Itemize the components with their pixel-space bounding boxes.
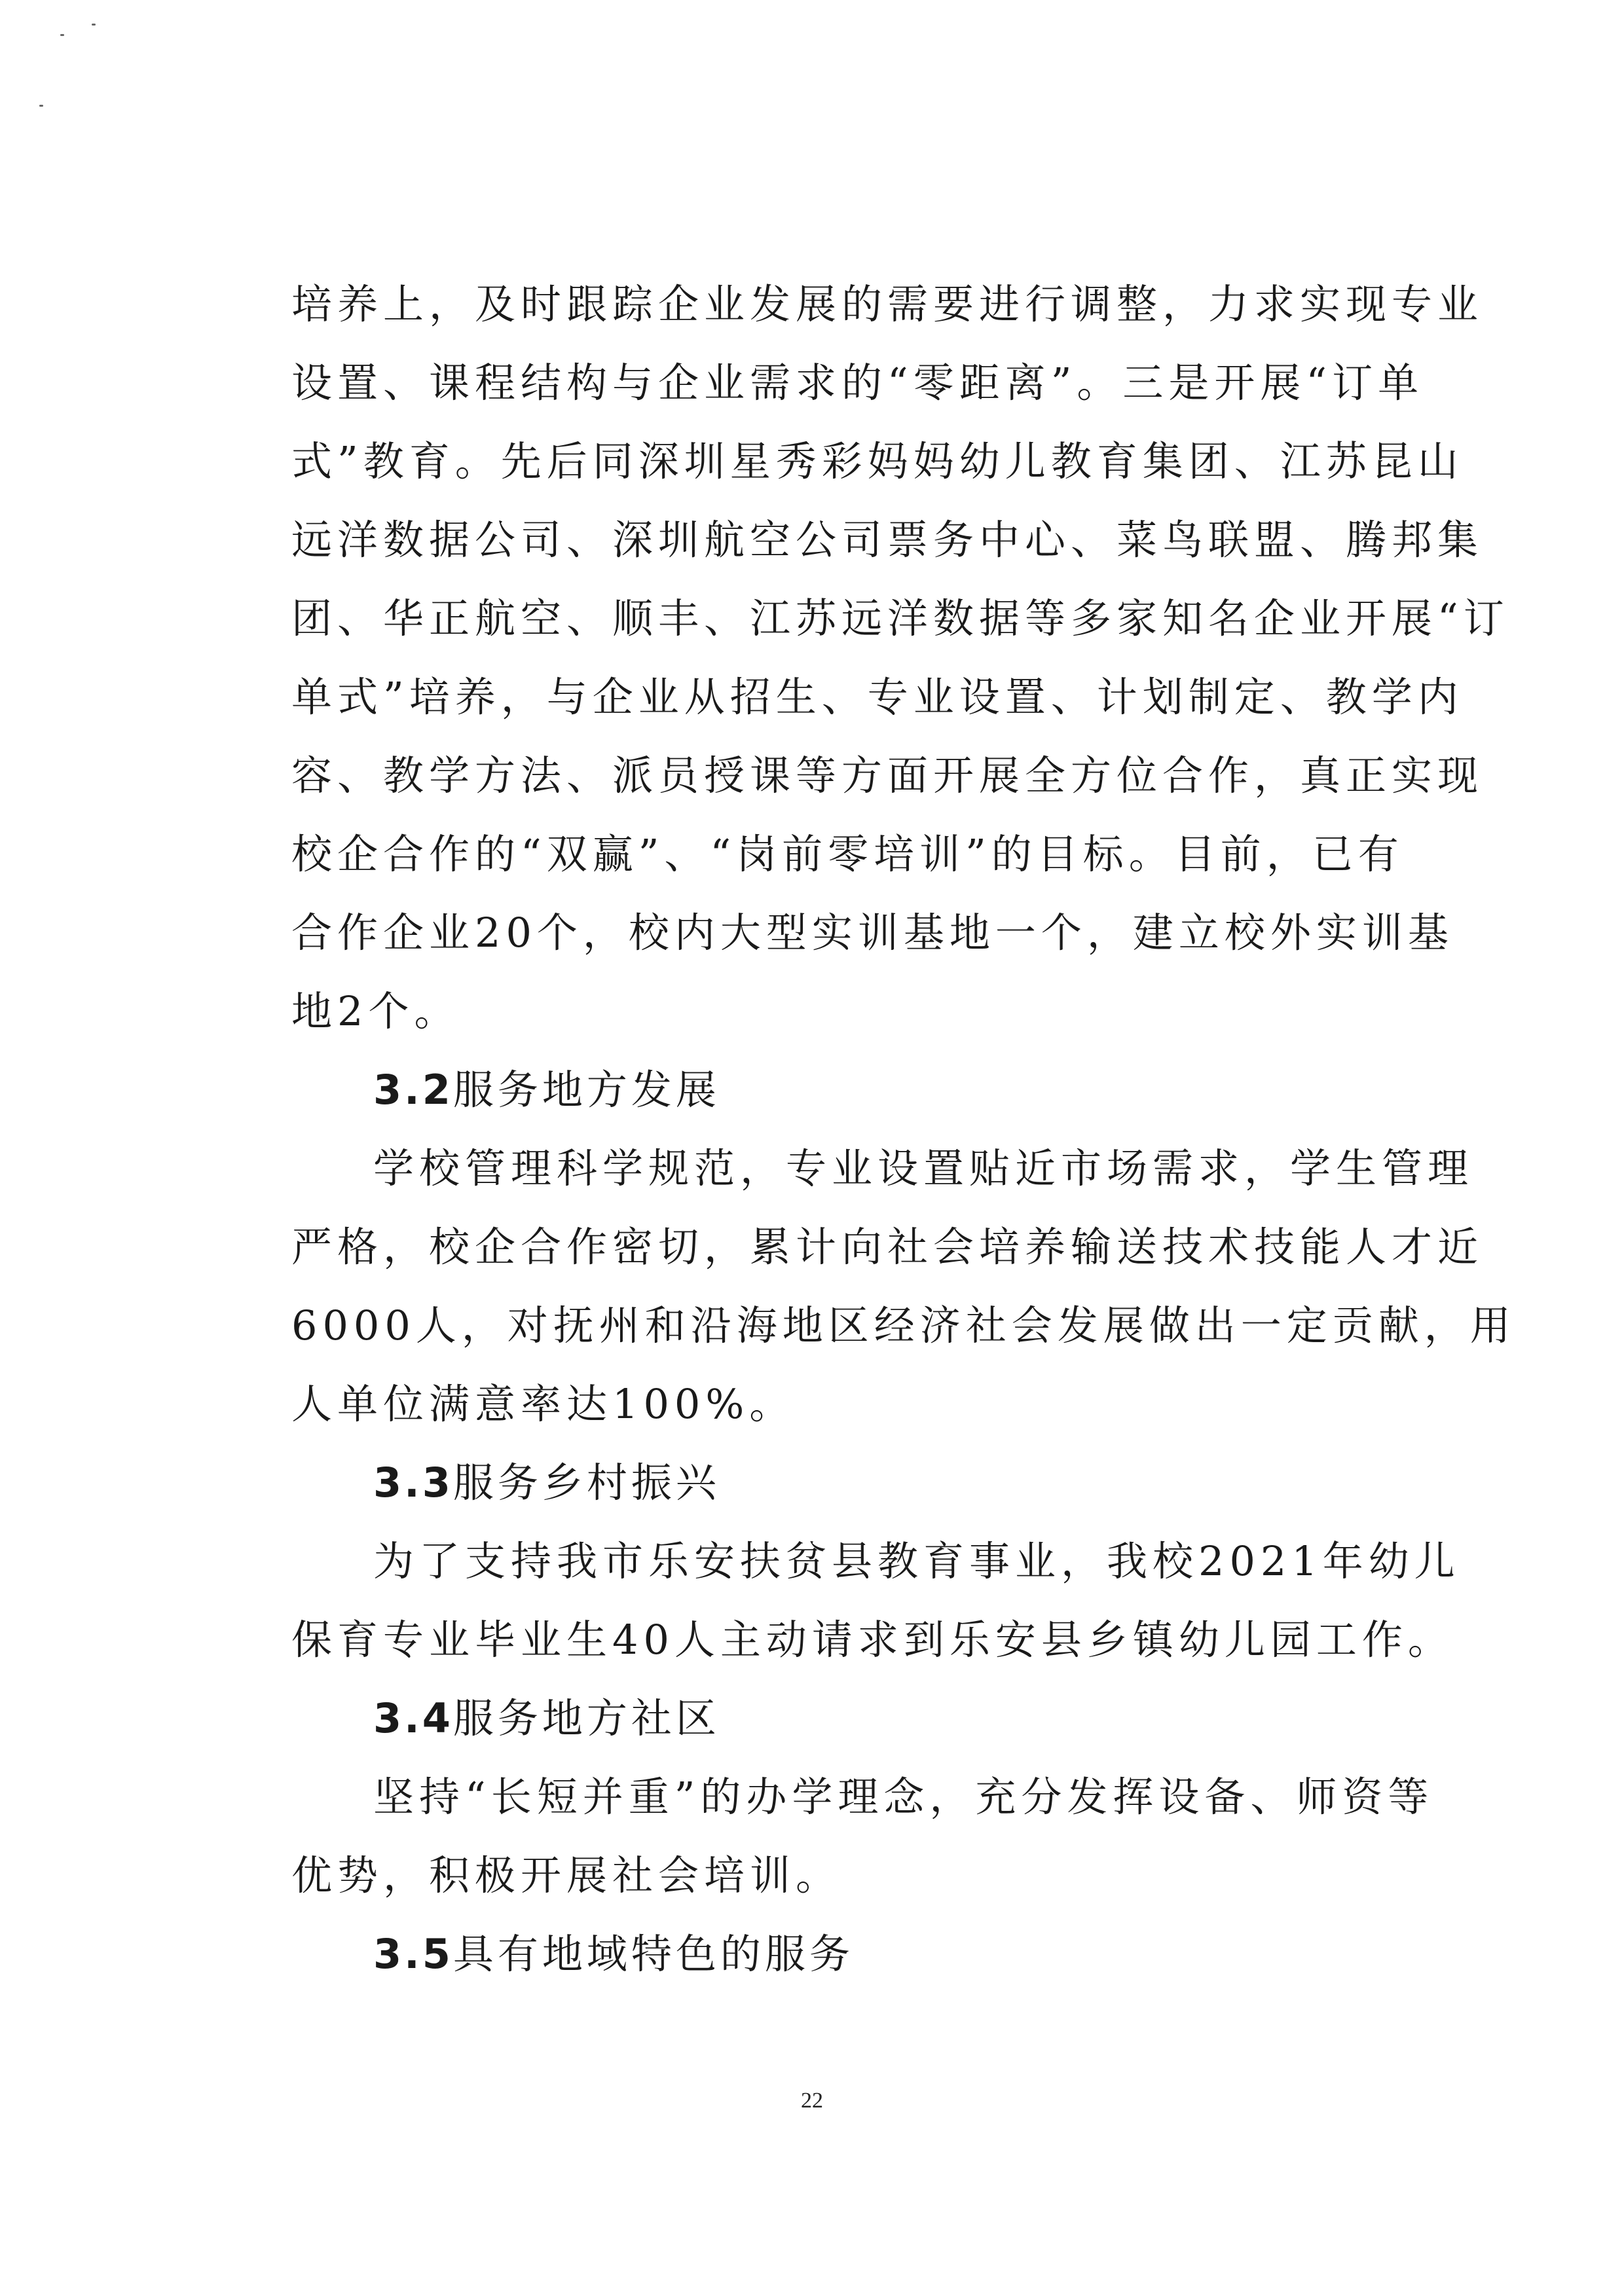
section-heading-3-3 <box>373 1457 720 1509</box>
paragraph-line: 设置、课程结构与企业需求的“零距离”。三是开展“订单 <box>291 359 1424 407</box>
section-number: 3.4 <box>373 1694 453 1742</box>
paragraph-line: 坚持“长短并重”的办学理念，充分发挥设备、师资等 <box>373 1773 1434 1821</box>
section-title: 服务地方社区 <box>452 1694 720 1742</box>
scan-speck <box>39 105 43 107</box>
paragraph-line: 保育专业毕业生40人主动请求到乐安县乡镇幼儿园工作。 <box>291 1616 1454 1664</box>
section-heading-3-2 <box>373 1064 720 1116</box>
paragraph-line: 学校管理科学规范，专业设置贴近市场需求，学生管理 <box>373 1144 1474 1192</box>
paragraph-line: 优势，积极开展社会培训。 <box>291 1851 842 1899</box>
section-title: 服务地方发展 <box>452 1066 720 1114</box>
paragraph-line: 式”教育。先后同深圳星秀彩妈妈幼儿教育集团、江苏昆山 <box>291 437 1464 485</box>
section-number: 3.2 <box>373 1066 453 1114</box>
paragraph-line: 为了支持我市乐安扶贫县教育事业，我校2021年幼儿 <box>373 1537 1460 1585</box>
section-number: 3.3 <box>373 1459 453 1506</box>
section-title: 服务乡村振兴 <box>452 1459 720 1506</box>
paragraph-line: 容、教学方法、派员授课等方面开展全方位合作，真正实现 <box>291 752 1484 799</box>
scan-speck <box>60 34 64 36</box>
paragraph-line: 培养上，及时跟踪企业发展的需要进行调整，力求实现专业 <box>291 280 1484 328</box>
paragraph-line: 人单位满意率达100%。 <box>291 1380 796 1428</box>
section-heading-3-5 <box>373 1928 854 1980</box>
page-number: 22 <box>801 2088 823 2113</box>
paragraph-line: 6000人，对抚州和沿海地区经济社会发展做出一定贡献，用 <box>291 1302 1516 1349</box>
section-title: 具有地域特色的服务 <box>452 1930 854 1978</box>
paragraph-line: 单式”培养，与企业从招生、专业设置、计划制定、教学内 <box>291 673 1464 721</box>
paragraph-line: 严格，校企合作密切，累计向社会培养输送技术技能人才近 <box>291 1223 1484 1271</box>
paragraph-line: 合作企业20个，校内大型实训基地一个，建立校外实训基 <box>291 909 1454 957</box>
paragraph-line: 远洋数据公司、深圳航空公司票务中心、菜鸟联盟、腾邦集 <box>291 516 1484 564</box>
section-number: 3.5 <box>373 1930 453 1978</box>
paragraph-line: 团、华正航空、顺丰、江苏远洋数据等多家知名企业开展“订 <box>291 594 1509 642</box>
section-heading-3-4 <box>373 1692 720 1745</box>
scan-speck <box>92 24 96 26</box>
paragraph-line: 地2个。 <box>291 987 460 1035</box>
paragraph-line: 校企合作的“双赢”、“岗前零培训”的目标。目前，已有 <box>291 830 1404 878</box>
